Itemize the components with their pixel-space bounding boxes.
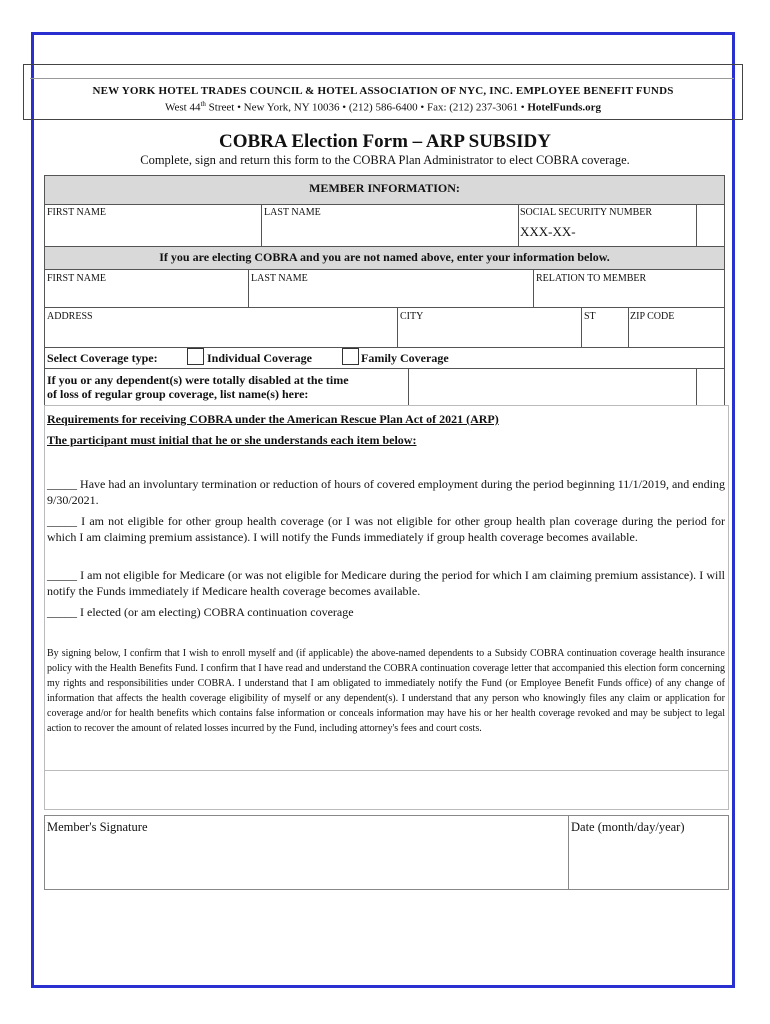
address-label: ADDRESS <box>47 311 93 322</box>
member-info-heading: MEMBER INFORMATION: <box>309 181 460 195</box>
individual-coverage-checkbox[interactable] <box>187 348 204 365</box>
requirements-instruction: The participant must initial that he or she understands each item below: <box>47 433 417 447</box>
family-coverage-label: Family Coverage <box>361 351 449 365</box>
member-signature-label: Member's Signature <box>47 820 148 834</box>
member-first-name-field[interactable] <box>47 219 259 245</box>
ssn-field[interactable]: XXX-XX- <box>520 224 576 239</box>
city-label: CITY <box>400 311 424 322</box>
zip-label: ZIP CODE <box>630 311 675 322</box>
zip-field[interactable] <box>630 323 723 346</box>
requirement-item[interactable]: _____ I am not eligible for Medicare (or was not eligible for Medicare during the period for which I am claiming premium assistance). I will notify the Funds immediately if Medicare health coverage becomes available. <box>47 568 725 598</box>
state-label: ST <box>584 311 596 322</box>
header-divider <box>30 78 734 79</box>
date-label: Date (month/day/year) <box>571 820 685 834</box>
relation-field[interactable] <box>536 285 722 306</box>
elector-first-name-field[interactable] <box>47 285 245 306</box>
elector-last-name-label: LAST NAME <box>251 273 308 284</box>
requirement-item[interactable]: _____ Have had an involuntary termination or reduction of hours of covered employment during the period beginning 11/1/2019, and ending 9/30/2021. <box>47 477 725 507</box>
requirement-item[interactable]: _____ I am not eligible for other group health coverage (or I was not eligible for other group health plan coverage during the period for which I am claiming premium assistance). I will notify the Funds immediately if group health coverage becomes available. <box>47 514 725 544</box>
coverage-label: Select Coverage type: <box>47 351 158 365</box>
member-first-name-label: FIRST NAME <box>47 207 106 218</box>
member-last-name-field[interactable] <box>264 219 516 245</box>
member-last-name-label: LAST NAME <box>264 207 321 218</box>
date-field[interactable] <box>571 838 727 888</box>
state-field[interactable] <box>584 323 626 346</box>
organization-name: NEW YORK HOTEL TRADES COUNCIL & HOTEL ASSOCIATION OF NYC, INC. EMPLOYEE BENEFIT FUNDS <box>92 85 674 97</box>
elector-first-name-label: FIRST NAME <box>47 273 106 284</box>
member-signature-field[interactable] <box>47 838 565 888</box>
requirement-item[interactable]: _____ I elected (or am electing) COBRA continuation coverage <box>47 605 354 619</box>
requirements-heading: Requirements for receiving COBRA under the American Rescue Plan Act of 2021 (ARP) <box>47 412 499 426</box>
elector-last-name-field[interactable] <box>251 285 531 306</box>
certification-statement: By signing below, I confirm that I wish to enroll myself and (if applicable) the above-named dependents to a Subsidy COBRA continuation coverage health insurance policy with the Health Benefits Fund. I confirm that I have read and understand the COBRA continuation coverage letter that accompanied this election form concerning my rights and responsibilities under COBRA. I understand that I am obligated to immediately notify the Fund (or Employee Benefit Funds office) of any change of information that affects the health coverage eligibility of myself or any dependent(s). I understand that any person who knowingly files any claim or application for coverage and/or for health benefits which contains false information or conceals information may have his or her health coverage revoked and may be subject to legal action to recover the amount of related losses incurred by the Fund, including attorney's fees and court costs. <box>47 648 725 734</box>
ssn-label: SOCIAL SECURITY NUMBER <box>520 207 653 218</box>
website-link[interactable]: HotelFunds.org <box>527 101 602 114</box>
family-coverage-checkbox[interactable] <box>342 348 359 365</box>
individual-coverage-label: Individual Coverage <box>207 351 313 365</box>
address-field[interactable] <box>47 323 395 346</box>
organization-address: West 44th Street • New York, NY 10036 • (212) 586-6400 • Fax: (212) 237-3061 • HotelFunds.org <box>164 100 602 114</box>
form-subtitle: Complete, sign and return this form to the COBRA Plan Administrator to elect COBRA coverage. <box>140 153 630 167</box>
disabled-names-field[interactable] <box>411 371 694 404</box>
elector-info-heading: If you are electing COBRA and you are not named above, enter your information below. <box>159 250 610 264</box>
relation-label: RELATION TO MEMBER <box>536 273 647 284</box>
disabled-question: If you or any dependent(s) were totally disabled at the time of loss of regular group coverage, list name(s) here: <box>47 373 349 401</box>
city-field[interactable] <box>400 323 579 346</box>
form-title: COBRA Election Form – ARP SUBSIDY <box>219 131 551 152</box>
